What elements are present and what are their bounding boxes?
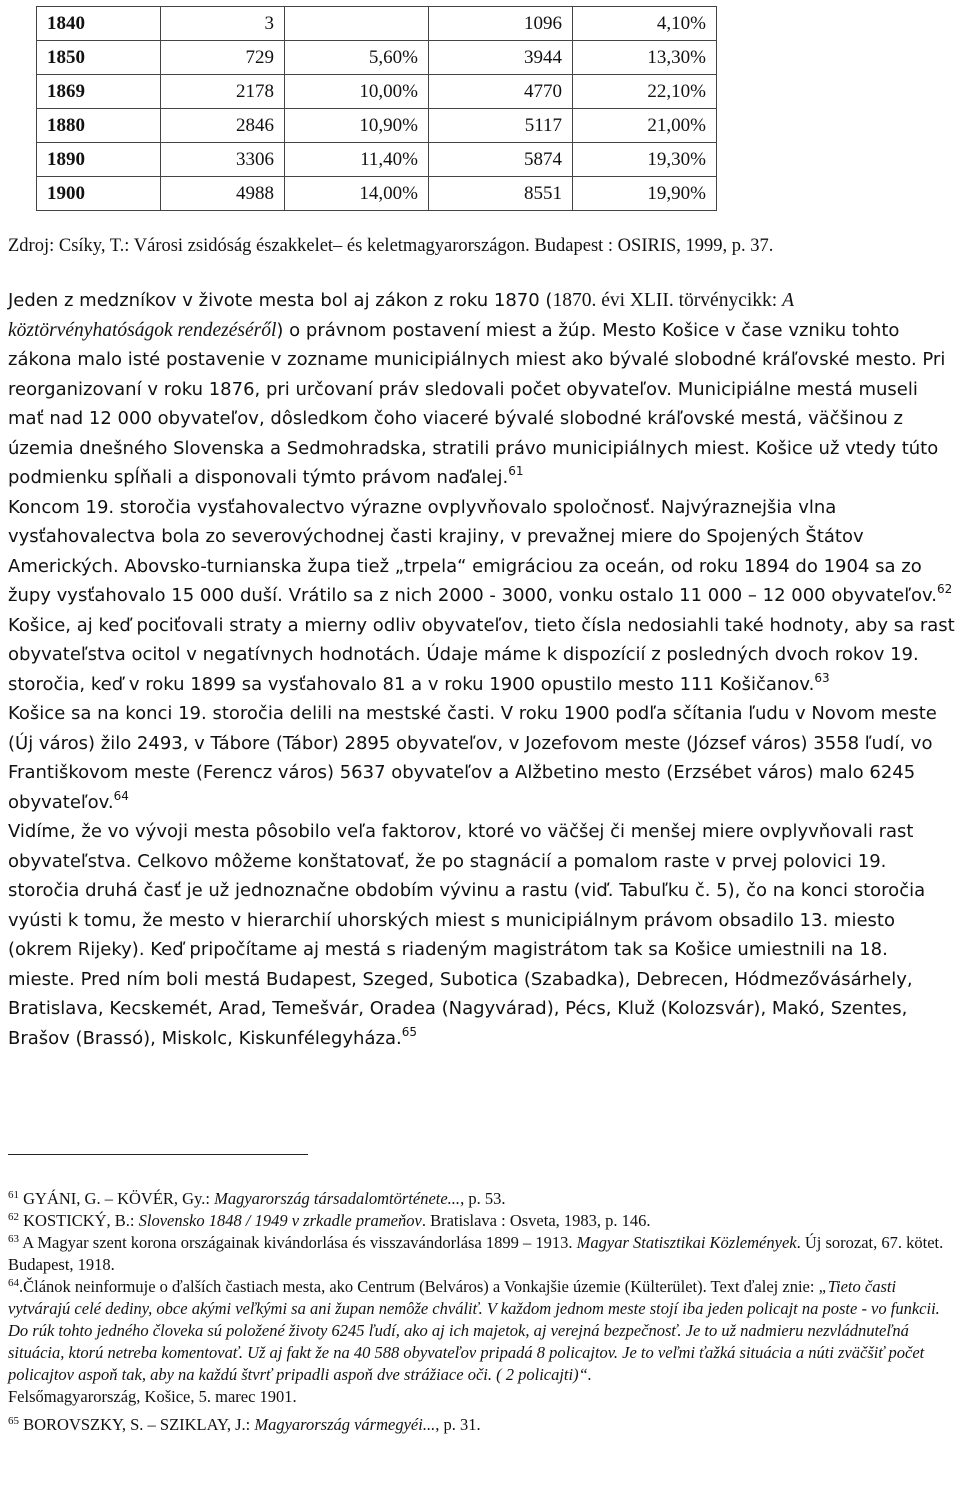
para1-law-ref: 1870. évi XLII. törvénycikk:: [552, 290, 783, 311]
footnotes: [8, 1188, 956, 1436]
footnote-number: 61: [8, 1189, 19, 1201]
paragraph-2: [8, 493, 956, 700]
footnote-italic: Slovensko 1848 / 1949 v zrkadle prameňov: [138, 1211, 422, 1230]
table-cell: 2178: [161, 75, 285, 109]
table-source: Zdroj: Csíky, T.: Városi zsidóság északkelet– és keletmagyarországon. Budapest : OSIRIS, 1999, p. 37.: [8, 236, 774, 256]
footnote-64: [8, 1276, 956, 1386]
year-cell: 1850: [37, 41, 161, 75]
table-cell: 22,10%: [573, 75, 717, 109]
footnote-ref-64[interactable]: 64: [113, 788, 129, 803]
table-cell: 11,40%: [285, 143, 429, 177]
footnote-number: 62: [8, 1211, 19, 1223]
table-cell: 4988: [161, 177, 285, 211]
table-cell: 4770: [429, 75, 573, 109]
table-cell: 5,60%: [285, 41, 429, 75]
paragraph-4: [8, 817, 956, 1053]
footnote-63: [8, 1232, 956, 1276]
footnote-ref-62[interactable]: 62: [936, 582, 953, 596]
table-cell: 729: [161, 41, 285, 75]
table-cell: [285, 7, 429, 41]
year-cell: 1890: [37, 143, 161, 177]
para2-text-b: Košice, aj keď pociťovali straty a mierny odliv obyvateľov, tieto čísla nedosiahli také hodnoty, aby sa rast obyvateľstva ocitol v negatívnych hodnotách. Údaje máme k dispozícií z posledných dvoch rokov 19. storočia, keď v roku 1899 sa vysťahovalo 81 a v roku 1900 opustilo mesto 111 Košičanov.: [8, 614, 955, 695]
paragraph-3: [8, 699, 956, 817]
table-row: [37, 41, 717, 75]
table-cell: 5117: [429, 109, 573, 143]
population-table: [36, 6, 717, 211]
table-cell: 1096: [429, 7, 573, 41]
table-cell: 5874: [429, 143, 573, 177]
para4-text: Vidíme, že vo vývoji mesta pôsobilo veľa faktorov, ktoré vo väčšej či menšej miere ovplyvňovali rast obyvateľstva. Celkovo môžeme konštatovať, že po stagnácií a pomalom raste v prvej polovici 19. storočia druhá časť je už jednoznačne obdobím vývinu a rastu (viď. Tabuľku č. 5), čo na konci storočia vyústi k tomu, že mesto v hierarchií uhorských miest s municipiálnym právom obsadilo 13. miesto (okrem Rijeky). Keď pripočítame aj mestá s riadeným magistrátom tak sa Košice umiestnili na 18. mieste. Pred ním boli mestá Budapest, Szeged, Subotica (Szabadka), Debrecen, Hódmezővásárhely, Bratislava, Kecskemét, Arad, Temešvár, Oradea (Nagyvárad), Pécs, Kluž (Kolozsvár), Makó, Szentes, Brašov (Brassó), Miskolc, Kiskunfélegyháza.: [8, 821, 926, 1049]
table-cell: 21,00%: [573, 109, 717, 143]
footnote-italic: Magyar Statisztikai Közlemények: [576, 1233, 797, 1252]
footnote-text: BOROVSZKY, S. – SZIKLAY, J.:: [19, 1415, 255, 1434]
footnote-text: .Článok neinformuje o ďalších častiach mesta, ako Centrum (Belváros) a Vonkajšie územie (Külterület). Text ďalej znie:: [19, 1277, 819, 1296]
footnote-text: . Új sorozat, 67. kötet. Budapest, 1918.: [8, 1233, 944, 1274]
table-cell: 10,00%: [285, 75, 429, 109]
footnote-italic: Magyarország társadalomtörténete...: [214, 1189, 461, 1208]
footnote-text: . Bratislava : Osveta, 1983, p. 146.: [421, 1211, 651, 1230]
body-text: [8, 286, 956, 1053]
table-cell: 14,00%: [285, 177, 429, 211]
footnote-62: [8, 1210, 956, 1232]
table-cell: 3: [161, 7, 285, 41]
year-cell: 1880: [37, 109, 161, 143]
table-row: [37, 7, 717, 41]
table-cell: 19,30%: [573, 143, 717, 177]
para3-text: Košice sa na konci 19. storočia delili na mestské časti. V roku 1900 podľa sčítania ľudu v Novom meste (Új város) žilo 2493, v Tábore (Tábor) 2895 obyvateľov, v Jozefovom meste (József város) 3558 ľudí, vo Františkovom meste (Ferencz város) 5637 obyvateľov a Alžbetino mesto (Erzsébet város) malo 6245 obyvateľov.: [8, 703, 937, 813]
table-cell: 3306: [161, 143, 285, 177]
table-row: [37, 177, 717, 211]
footnote-64-source: Felsőmagyarország, Košice, 5. marec 1901.: [8, 1387, 297, 1406]
para1-law-title: A köztörvényhatóságok rendezéséről: [8, 290, 794, 341]
para1-text-f: Pri reorganizovaní v roku 1876, pri určovaní práv sledovali počet obyvateľov.: [8, 349, 946, 400]
year-cell: 1869: [37, 75, 161, 109]
footnote-text: A Magyar szent korona országainak kivándorlása és visszavándorlása 1899 – 1913.: [19, 1233, 577, 1252]
table-cell: 3944: [429, 41, 573, 75]
footnote-text: KOSTICKÝ, B.:: [19, 1211, 139, 1230]
table-cell: 8551: [429, 177, 573, 211]
footnote-61: [8, 1188, 956, 1210]
footnote-number: 64: [8, 1277, 19, 1289]
footnote-number: 65: [8, 1415, 19, 1427]
table-row: [37, 143, 717, 177]
para1-text-d: ) o právnom postavení miest a žúp.: [276, 319, 603, 341]
footnote-text: , p. 53.: [460, 1189, 506, 1208]
table-cell: 4,10%: [573, 7, 717, 41]
footnote-text: GYÁNI, G. – KÖVÉR, Gy.:: [19, 1189, 215, 1208]
para2-text-a: Koncom 19. storočia vysťahovalectvo výrazne ovplyvňovalo spoločnosť. Najvýraznejšia vlna vysťahovalectva bola zo severovýchodnej časti krajiny, v prevažnej miere do Spojených Štátov Amerických. Abovsko-turnianska župa tiež „trpela“ emigráciou za oceán, od roku 1894 do 1904 sa zo župy vysťahovalo 15 000 duší. Vrátilo sa z nich 2000 - 3000, vonku ostalo 11 000 – 12 000 obyvateľov.: [8, 496, 937, 606]
footnote-ref-61[interactable]: 61: [508, 464, 524, 478]
footnote-65: [8, 1414, 956, 1436]
table-cell: 2846: [161, 109, 285, 143]
table-row: [37, 75, 717, 109]
table-cell: 10,90%: [285, 109, 429, 143]
para1-text-a: Jeden z medzníkov v živote mesta bol aj zákon z roku 1870 (: [8, 290, 553, 311]
footnote-number: 63: [8, 1233, 19, 1245]
footnote-ref-65[interactable]: 65: [401, 1024, 417, 1039]
population-table-body: [37, 7, 717, 211]
footnote-ref-63[interactable]: 63: [814, 670, 830, 685]
table-cell: 19,90%: [573, 177, 717, 211]
footnote-italic: „Tieto časti vytvárajú celé dediny, obce akými veľkými sa ani župan nemôže chváliť. V každom jednom meste stojí iba jeden policajt na poste - vo funkcii. Do rúk tohto jedného človeka sú položené životy 6245 ľudí, ako aj ich majetok, aj verejná bezpečnosť. Je to už nadmieru nezvládnuteľná situácia, ktorú netreba komentovať. Už aj fakt že na 40 588 obyvateľov pripadá 8 policajtov. Je to veľmi ťažká situácia a núti zväčšiť počet policajtov aspoň tak, aby na každú štvrť pripadli aspoň dve strážiace oči. ( 2 policajti)“.: [8, 1277, 940, 1384]
footnote-italic: Magyarország vármegyéi...: [254, 1415, 436, 1434]
footnote-text: , p. 31.: [435, 1415, 481, 1434]
footnote-divider: [8, 1154, 308, 1155]
year-cell: 1900: [37, 177, 161, 211]
paragraph-1: [8, 286, 956, 493]
para1-text-g: Municipiálne mestá museli mať nad 12 000 obyvateľov, dôsledkom čoho viaceré bývalé slobodné kráľovské mestá, väčšinou z územia dnešného Slovenska a Sedmohradska, stratili právo municipiálnych miest. Košice už vtedy túto podmienku spĺňali a disponovali týmto právom naďalej.: [8, 378, 939, 488]
para1-text-e: Mesto Košice v čase vzniku tohto zákona malo isté postavenie v zozname municipiálnych miest ako bývalé slobodné kráľovské mesto.: [8, 319, 917, 370]
year-cell: 1840: [37, 7, 161, 41]
table-cell: 13,30%: [573, 41, 717, 75]
table-row: [37, 109, 717, 143]
